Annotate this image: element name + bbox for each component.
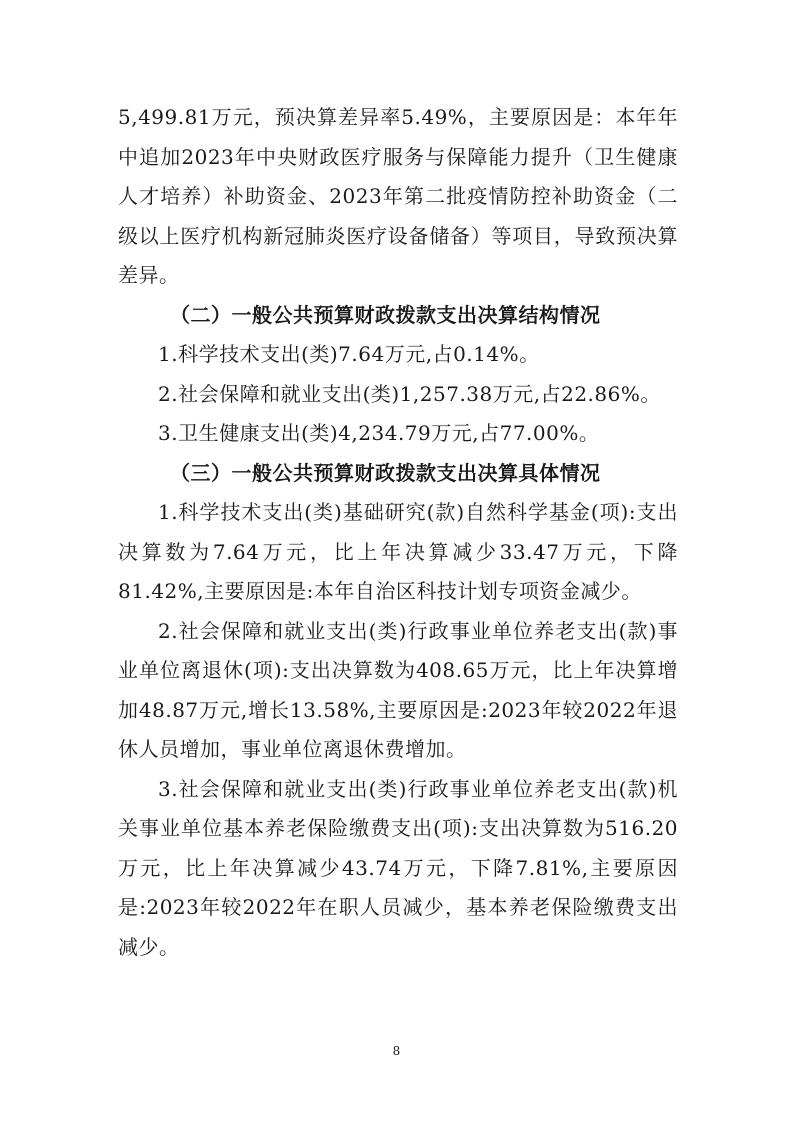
structure-item-health: 3.卫生健康支出(类)4,234.79万元,占77.00%。 <box>158 421 600 445</box>
structure-item-social-security: 2.社会保障和就业支出(类)1,257.38万元,占22.86%。 <box>158 381 661 406</box>
detail-item-pension-insurance: 3.社会保障和就业支出(类)行政事业单位养老支出(款)机关事业单位基本养老保险缴费支出(项):支出决算数为516.20万元，比上年决算减少43.74万元，下降7.81%,主要原因是:2023年较2022年在职人员减少，基本养老保险缴费支出减少。 <box>118 776 678 959</box>
paragraph-budget-variance: 5,499.81万元，预决算差异率5.49%，主要原因是：本年年中追加2023年中央财政医疗服务与保障能力提升（卫生健康人才培养）补助资金、2023年第二批疫情防控补助资金（二级以上医疗机构新冠肺炎医疗设备储备）等项目，导致预决算差异。 <box>118 105 678 287</box>
structure-item-science: 1.科学技术支出(类)7.64万元,占0.14%。 <box>158 342 540 366</box>
detail-item-science: 1.科学技术支出(类)基础研究(款)自然科学基金(项):支出决算数为7.64万元，比上年决算减少33.47万元，下降81.42%,主要原因是:本年自治区科技计划专项资金减少。 <box>118 500 678 603</box>
page-number: 8 <box>392 1044 401 1058</box>
section-heading-details: （三）一般公共预算财政拨款支出决算具体情况 <box>170 460 601 485</box>
document-body <box>118 98 678 967</box>
section-heading-structure: （二）一般公共预算财政拨款支出决算结构情况 <box>170 302 601 327</box>
detail-item-retirement: 2.社会保障和就业支出(类)行政事业单位养老支出(款)事业单位离退休(项):支出决算数为408.65万元，比上年决算增加48.87万元,增长13.58%,主要原因是:2023年较2022年退休人员增加，事业单位离退休费增加。 <box>118 618 678 761</box>
